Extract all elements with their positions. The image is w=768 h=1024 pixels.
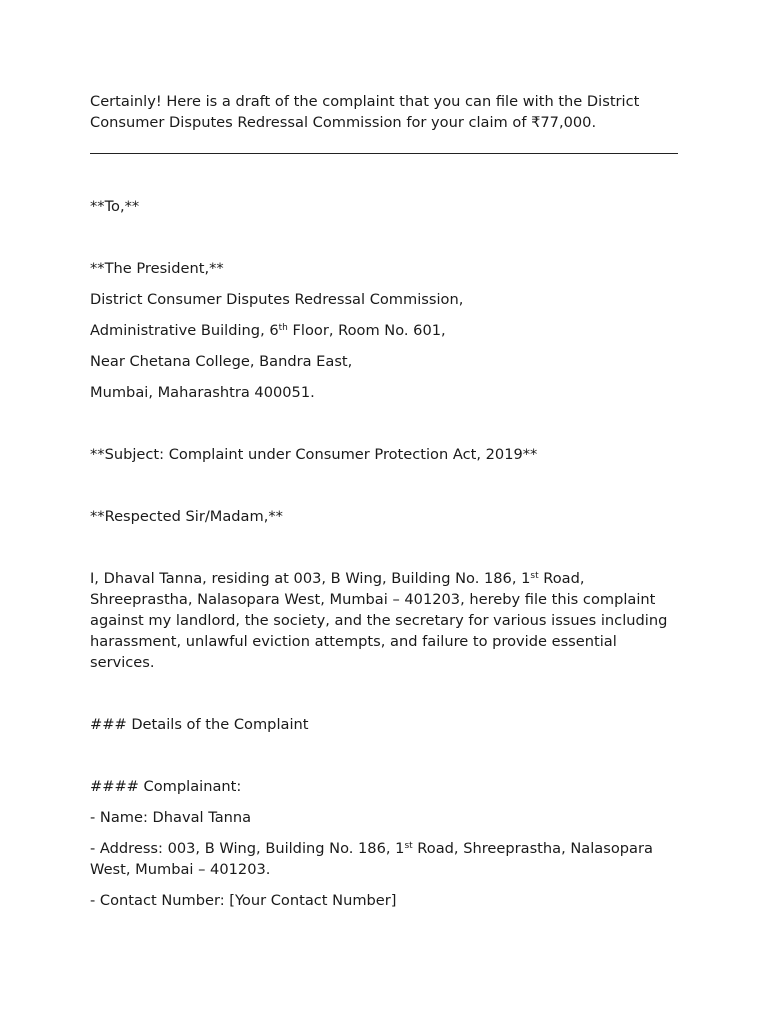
body-pre: I, Dhaval Tanna, residing at 003, B Wing, Building No. 186, 1 (90, 570, 531, 587)
complainant-address-pre: - Address: 003, B Wing, Building No. 186, 1 (90, 840, 405, 857)
complainant-heading: #### Complainant: (90, 778, 242, 795)
to-line: **To,** (90, 198, 140, 215)
intro-paragraph: Certainly! Here is a draft of the complaint that you can file with the District Consumer Disputes Redressal Commission for your claim of ₹77,000. (90, 93, 640, 131)
addressee-block (90, 258, 680, 403)
complainant-address (90, 838, 680, 880)
complainant-name: - Name: Dhaval Tanna (90, 809, 252, 826)
complainant-address-sup: st (404, 841, 413, 852)
complainant-contact: - Contact Number: [Your Contact Number] (90, 892, 397, 909)
addressee-building-sup: th (278, 323, 288, 334)
addressee-city: Mumbai, Maharashtra 400051. (90, 384, 315, 401)
addressee-title: **The President,** (90, 260, 224, 277)
addressee-building-post: Floor, Room No. 601, (287, 322, 446, 339)
salutation: **Respected Sir/Madam,** (90, 508, 283, 525)
addressee-building-pre: Administrative Building, 6 (90, 322, 279, 339)
addressee-building (90, 320, 680, 341)
addressee-org: District Consumer Disputes Redressal Commission, (90, 291, 464, 308)
complainant-address-post: Road, Shreeprastha, Nalasopara West, Mumbai – 401203. (90, 840, 653, 878)
body-post: Road, Shreeprastha, Nalasopara West, Mumbai – 401203, hereby file this complaint against my landlord, the society, and the secretary for various issues including harassment, unlawful eviction attempts, and failure to provide essential services. (90, 570, 668, 671)
addressee-locality: Near Chetana College, Bandra East, (90, 353, 353, 370)
details-heading: ### Details of the Complaint (90, 716, 309, 733)
subject-line: **Subject: Complaint under Consumer Protection Act, 2019** (90, 446, 538, 463)
body-paragraph (90, 568, 680, 673)
body-sup: st (530, 571, 539, 582)
document-content (90, 91, 680, 911)
